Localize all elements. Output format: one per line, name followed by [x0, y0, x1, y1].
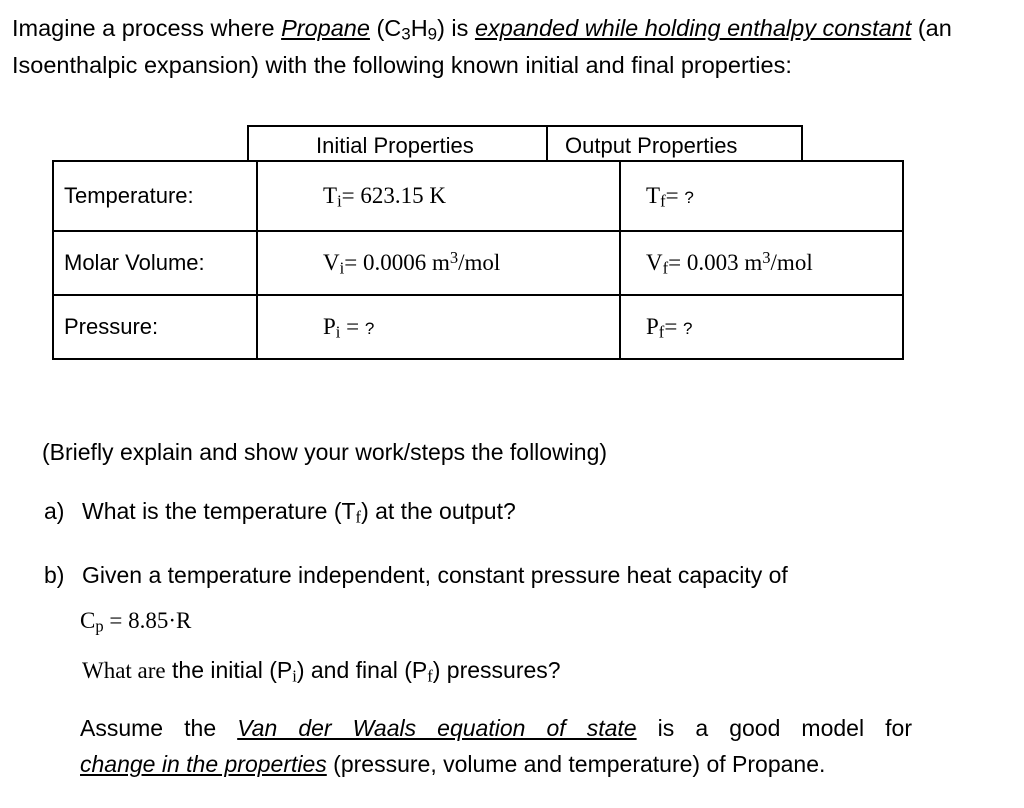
properties-table: [52, 160, 904, 360]
row-label: Molar Volume:: [53, 231, 257, 295]
table-row: [53, 231, 903, 295]
question-b-pressures: What are the initial $(P_i)$ and final $(P_f)$ pressures?: [82, 657, 561, 686]
question-b: b) Given a temperature independent, constant pressure heat capacity of: [44, 562, 788, 588]
process-description: expanded while holding enthalpy constant: [474, 15, 912, 41]
output-volume: $V_f= 0.003$ $m^3$/mol: [620, 231, 903, 295]
initial-volume: $V_i= 0.0006$ $m^3$/mol: [257, 231, 620, 295]
initial-pressure: $P_i$ = ?: [257, 295, 620, 359]
table-header: [247, 125, 803, 160]
output-pressure: $P_f=$ ?: [620, 295, 903, 359]
row-label: Temperature:: [53, 161, 257, 231]
table-row: [53, 161, 903, 231]
eos-link-text: Van der Waals equation of state: [237, 715, 637, 741]
table-row: [53, 295, 903, 359]
change-properties-text: change in the properties: [80, 751, 327, 777]
row-label: Pressure:: [53, 295, 257, 359]
initial-temperature: $T_i= 623.15$ K: [257, 161, 620, 231]
output-temperature: $T_f=$ ?: [620, 161, 903, 231]
assumption-paragraph: Assume the Van der Waals equation of state is a good model for change in the properties (pressure, volume and temperature) of Propane.: [80, 715, 912, 777]
intro-paragraph: Imagine a process where Propane $(C_3H_9)$ is expanded while holding enthalpy constant (an Isoenthalpic expansion) with the following known initial and final properties:: [12, 15, 952, 78]
instruction-text: (Briefly explain and show your work/steps the following): [42, 439, 608, 465]
heat-capacity-equation: $C_p = 8.85\cdot R$: [80, 608, 192, 636]
header-initial: Initial Properties: [247, 125, 546, 161]
header-output: Output Properties: [546, 125, 803, 160]
substance-name: Propane: [281, 15, 370, 41]
question-a: a) What is the temperature $(T_f)$ at the output?: [44, 498, 516, 527]
